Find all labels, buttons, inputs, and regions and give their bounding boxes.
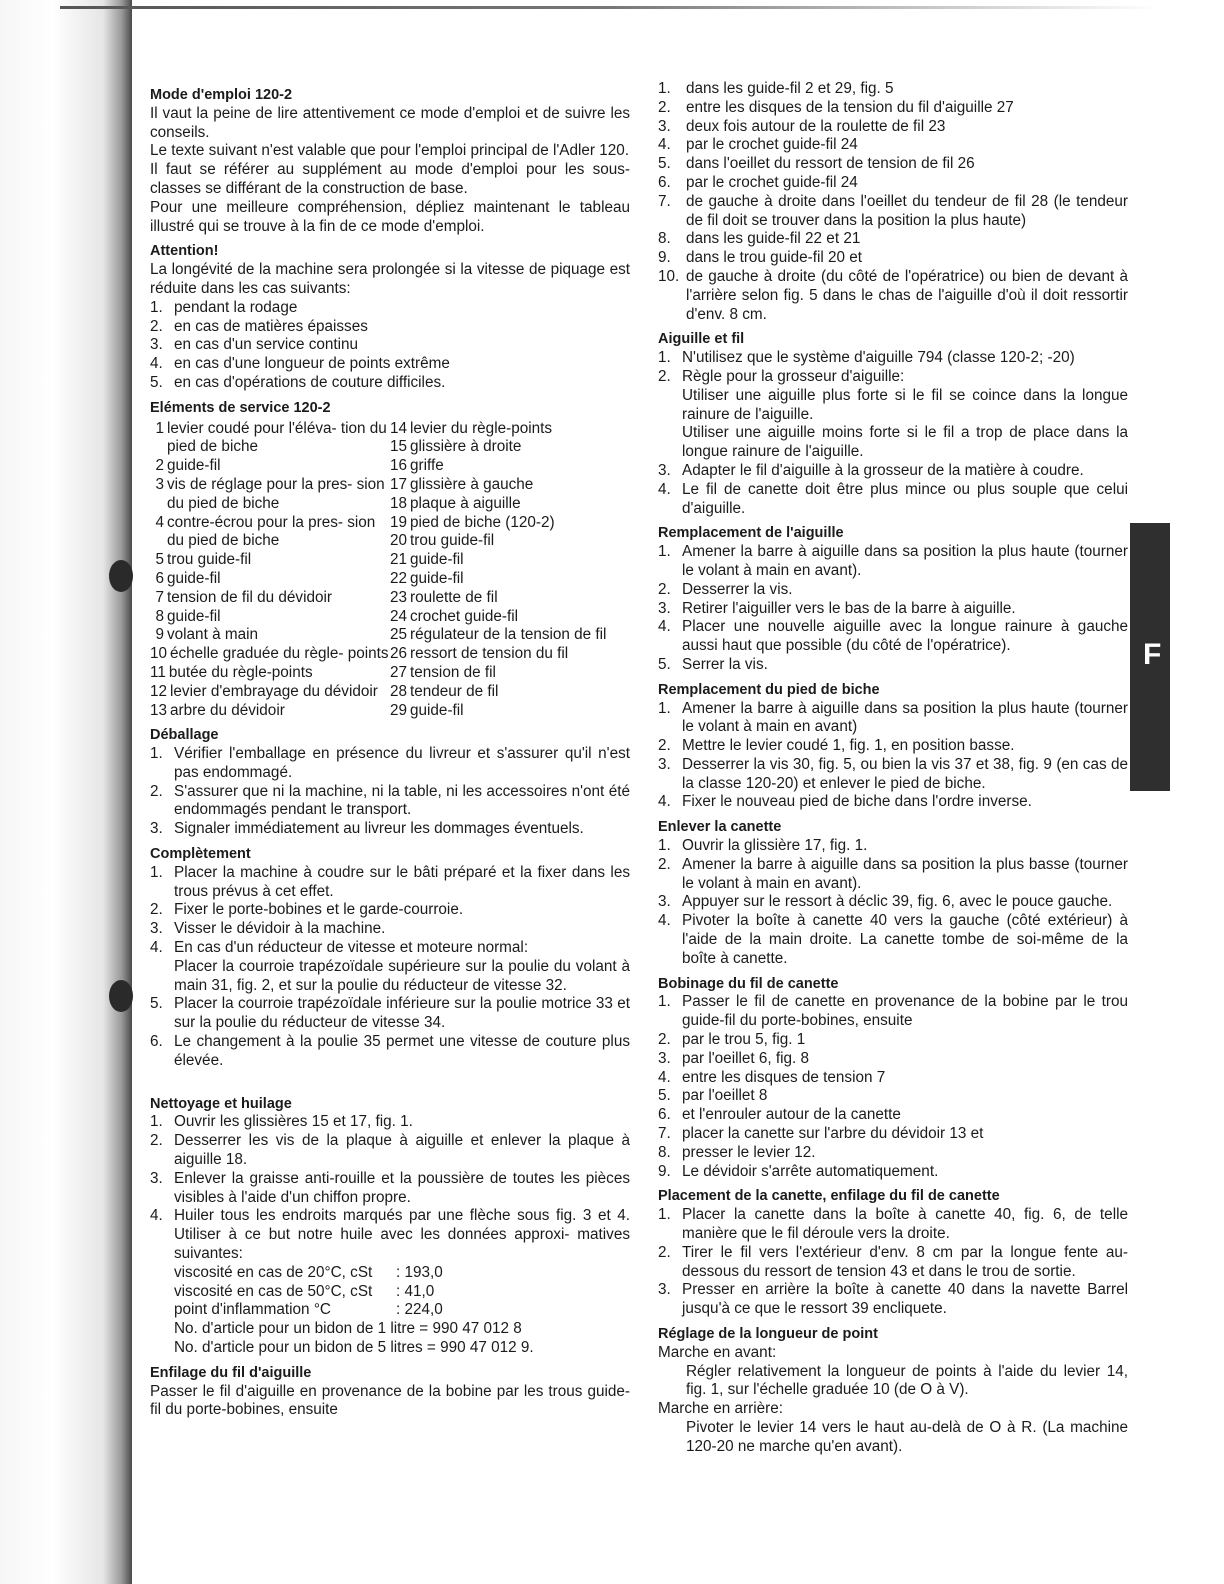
list-item: 2. en cas de matières épaisses [150, 317, 368, 335]
heading-attention: Attention! [150, 243, 219, 260]
punch-hole-lower [109, 980, 133, 1012]
heading-enfilage: Enfilage du fil d'aiguille [150, 1364, 312, 1381]
list-item: 10. de gauche à droite (du côté de l'opératrice) ou bien de devant à l'arrière selon fig. 5 dans le chas de l'aiguille d'où il doit ressortir d'env. 8 cm. [658, 267, 1128, 323]
list-item: 1. dans les guide-fil 2 et 29, fig. 5 [658, 80, 894, 97]
threading-list [658, 80, 1128, 324]
section-enfilage [150, 1364, 630, 1420]
enfilage-text: Passer le fil d'aiguille en provenance de la bobine par les trous guide-fil du porte-bobines, ensuite [150, 1382, 630, 1419]
section-aiguille-fil [658, 330, 1128, 518]
section-deballage [150, 726, 630, 839]
list-item: 3. Appuyer sur le ressort à déclic 39, fig. 6, avec le pouce gauche. [658, 893, 1113, 911]
section-completement [150, 845, 630, 1071]
legend-column-b [390, 420, 630, 721]
section-bobinage [658, 975, 1128, 1182]
attention-list [150, 299, 630, 393]
heading-remplacement-aiguille: Remplacement de l'aiguille [658, 525, 844, 542]
list-item: 5. dans l'oeillet du ressort de tension de fil 26 [658, 155, 975, 173]
section-attention [150, 242, 630, 392]
list-item: 4. Pivoter la boîte à canette 40 vers la gauche (côté extérieur) à l'aide de la main droite. La canette tombe de soi-même de la boîte à canette. [658, 912, 1128, 967]
list-item: 2. par le trou 5, fig. 1 [658, 1031, 806, 1049]
right-column [658, 80, 1128, 1457]
list-item: 2. Desserrer la vis. [658, 580, 793, 598]
list-item: 4. Huiler tous les endroits marqués par une flèche sous fig. 3 et 4. Utiliser à ce but notre huile avec les données approxi- matives suivantes: viscosité en cas de 20°C, cSt : 193,0 viscosité en cas de 50°C, cSt : 41,0 point d'inflammation °C : 224,0 No. d'article pour un bidon de 1 litre = 990 47 012 8 No. d'article pour un bidon de 5 litres = 990 47 012 9. [150, 1207, 630, 1356]
list-item: 5. Placer la courroie trapézoïdale inférieure sur la poulie motrice 33 et sur la poulie du réducteur de vitesse 34. [150, 995, 630, 1032]
list-item: 3. Visser le dévidoir à la machine. [150, 920, 386, 938]
spec-row: point d'inflammation °C : 224,0 [174, 1301, 443, 1319]
list-item: 3. Signaler immédiatement au livreur les dommages éventuels. [150, 820, 584, 838]
forward-label: Marche en avant: [658, 1343, 777, 1361]
list-item: 6. et l'enrouler autour de la canette [658, 1106, 901, 1124]
list-item: 5. en cas d'opérations de couture difficiles. [150, 373, 446, 391]
heading-elements-service: Eléments de service 120-2 [150, 399, 331, 416]
legend-entry: 14 levier du règle-points [390, 419, 553, 437]
list-item: 3. Adapter le fil d'aiguille à la grosseur de la matière à coudre. [658, 461, 1084, 479]
language-tab-letter: F [1143, 638, 1162, 671]
legend-entry: 25 régulateur de la tension de fil [390, 626, 607, 644]
intro-paragraph: Pour une meilleure compréhension, dépliez maintenant le tableau illustré qui se trouve à la fin de ce mode d'emploi. [150, 198, 630, 235]
intro-paragraph: Il faut se référer au supplément au mode d'emploi pour les sous-classes se différant de la construction de base. [150, 161, 630, 197]
legend-entry: 6 guide-fil [155, 569, 221, 587]
backward-text: Pivoter le levier 14 vers le haut au-delà de O à R. (La machine 120-20 ne marche qu'en avant). [686, 1418, 1128, 1455]
legend-entry: 17 glissière à gauche [390, 475, 534, 493]
article-number: No. d'article pour un bidon de 1 litre = 990 47 012 8 [174, 1320, 522, 1338]
intro-paragraph: Le texte suivant n'est valable que pour l'emploi principal de l'Adler 120. [150, 142, 630, 160]
section-mode-emploi [150, 86, 630, 236]
section-elements-service [150, 399, 630, 721]
heading-mode-emploi: Mode d'emploi 120-2 [150, 87, 293, 103]
heading-deballage: Déballage [150, 727, 219, 744]
list-item: 1. Ouvrir la glissière 17, fig. 1. [658, 837, 868, 855]
binding-edge [0, 0, 132, 1584]
list-item: 7. de gauche à droite dans l'oeillet du tendeur de fil 28 (le tendeur de fil doit se trouver dans la position la plus haute) [658, 192, 1128, 229]
list-item: 2. Desserrer les vis de la plaque à aiguille et enlever la plaque à aiguille 18. [150, 1132, 630, 1169]
punch-hole-upper [109, 560, 133, 592]
list-item: 4. Fixer le nouveau pied de biche dans l'ordre inverse. [658, 793, 1032, 811]
forward-text: Régler relativement la longueur de points à l'aide du levier 14, fig. 1, sur l'échelle graduée 10 (de O à V). [686, 1362, 1128, 1399]
legend-entry: 29 guide-fil [390, 701, 464, 719]
list-item: 9. dans le trou guide-fil 20 et [658, 249, 863, 267]
article-number: No. d'article pour un bidon de 5 litres = 990 47 012 9. [174, 1339, 534, 1356]
legend-entry: 19 pied de biche (120-2) [390, 513, 555, 531]
legend-entry: 22 guide-fil [390, 569, 464, 587]
legend-entry: 23 roulette de fil [390, 588, 498, 606]
top-rule [60, 6, 1160, 9]
list-item: 1. Passer le fil de canette en provenance de la bobine par le trou guide-fil du porte-bobines, ensuite [658, 993, 1128, 1030]
list-item: 4. Le fil de canette doit être plus mince ou plus souple que celui d'aiguille. [658, 480, 1128, 517]
spec-row: viscosité en cas de 50°C, cSt : 41,0 [174, 1282, 435, 1300]
heading-enlever-canette: Enlever la canette [658, 819, 782, 836]
list-item: 4. Placer une nouvelle aiguille avec la longue rainure à gauche aussi haut que possible (du côté de l'opératrice). [658, 618, 1128, 655]
list-item: 4. en cas d'une longueur de points extrême [150, 355, 450, 373]
list-item: 1. Amener la barre à aiguille dans sa position la plus haute (tourner le volant à main en avant) [658, 699, 1128, 736]
deballage-list [150, 745, 630, 839]
list-item: 1. Placer la canette dans la boîte à canette 40, fig. 6, de telle manière que le fil déroule vers la droite. [658, 1206, 1128, 1243]
list-item: 1. pendant la rodage [150, 298, 298, 316]
list-item: 1. Placer la machine à coudre sur le bâti préparé et la fixer dans les trous prévus à cet effet. [150, 863, 630, 900]
list-item: 3. Desserrer la vis 30, fig. 5, ou bien la vis 37 et 38, fig. 9 (en cas de la classe 120-20) et enlever le pied de biche. [658, 755, 1128, 792]
legend-entry: 21 guide-fil [390, 551, 464, 569]
list-item: 6. par le crochet guide-fil 24 [658, 173, 858, 191]
attention-intro: La longévité de la machine sera prolongée si la vitesse de piquage est réduite dans les cas suivants: [150, 261, 630, 297]
legend-entry: 7 tension de fil du dévidoir [155, 588, 332, 606]
legend-entry: 4 contre-écrou pour la pres- sion du pied de biche [155, 513, 376, 550]
heading-bobinage: Bobinage du fil de canette [658, 975, 839, 992]
legend-entry: 27 tension de fil [390, 663, 496, 681]
legend-entry: 18 plaque à aiguille [390, 494, 521, 512]
list-item: 2. Amener la barre à aiguille dans sa position la plus basse (tourner le volant à main en avant). [658, 855, 1128, 892]
list-item: 1. N'utilisez que le système d'aiguille 794 (classe 120-2; -20) [658, 349, 1075, 367]
list-item: 3. Retirer l'aiguiller vers le bas de la barre à aiguille. [658, 599, 1016, 617]
intro-paragraph: Il vaut la peine de lire attentivement ce mode d'emploi et de suivre les conseils. [150, 104, 630, 141]
list-item: 1. Vérifier l'emballage en présence du livreur et s'assurer qu'il n'est pas endommagé. [150, 745, 630, 781]
completement-list [150, 864, 630, 1071]
legend-entry: 16 griffe [390, 457, 444, 475]
legend-entry: 2 guide-fil [155, 457, 221, 475]
heading-nettoyage: Nettoyage et huilage [150, 1095, 292, 1112]
remplacement-aiguille-list [658, 543, 1128, 675]
list-item: 4. entre les disques de tension 7 [658, 1068, 886, 1086]
section-placement-canette [658, 1187, 1128, 1319]
heading-aiguille-fil: Aiguille et fil [658, 331, 745, 348]
legend-entry: 3 vis de réglage pour la pres- sion du pied de biche [155, 475, 385, 512]
section-enlever-canette [658, 818, 1128, 968]
left-column [150, 86, 630, 1420]
sub-paragraph: Utiliser une aiguille plus forte si le fil se coince dans la longue rainure de l'aiguille. [682, 386, 1128, 423]
nettoyage-list [150, 1113, 630, 1357]
enlever-list [658, 837, 1128, 969]
aiguille-list [658, 349, 1128, 518]
list-item: 2. Mettre le levier coudé 1, fig. 1, en position basse. [658, 737, 1015, 755]
list-item: 3. Presser en arrière la boîte à canette 40 dans la navette Barrel jusqu'à ce que le ressort 39 encliquete. [658, 1281, 1128, 1318]
backward-label: Marche en arrière: [658, 1400, 783, 1418]
legend-entry: 12 levier d'embrayage du dévidoir [150, 682, 378, 700]
legend-entry: 8 guide-fil [155, 607, 221, 625]
section-remplacement-pied [658, 681, 1128, 813]
list-item: 2. Fixer le porte-bobines et le garde-courroie. [150, 901, 464, 919]
list-item: 1. Ouvrir les glissières 15 et 17, fig. 1. [150, 1113, 413, 1131]
list-item: 2. Règle pour la grosseur d'aiguille: Utiliser une aiguille plus forte si le fil se coince dans la longue rainure de l'aiguille. Utiliser une aiguille moins forte si le fil a trop de place dans la longue rainure de l'aiguille. [658, 367, 1128, 461]
legend-entry: 1 levier coudé pour l'éléva- tion du pied de biche [155, 419, 387, 456]
legend-entry: 11 butée du règle-points [150, 663, 313, 681]
remplacement-pied-list [658, 700, 1128, 813]
list-item: 3. deux fois autour de la roulette de fil 23 [658, 117, 946, 135]
list-item: 3. en cas d'un service continu [150, 336, 359, 354]
sub-paragraph: Placer la courroie trapézoïdale supérieure sur la poulie du volant à main 31, fig. 2, et sur la poulie du réducteur de vitesse 32. [174, 957, 630, 994]
list-item: 2. Tirer le fil vers l'extérieur d'env. 8 cm par la longue fente au-dessous du ressort de tension 43 et dans le trou de sortie. [658, 1243, 1128, 1280]
legend-column-a [150, 420, 390, 721]
section-reglage [658, 1325, 1128, 1457]
list-item: 2. S'assurer que ni la machine, ni la table, ni les accessoires n'ont été endommagés pendant le transport. [150, 782, 630, 819]
list-item: 6. Le changement à la poulie 35 permet une vitesse de couture plus élevée. [150, 1033, 630, 1069]
list-item: 8. dans les guide-fil 22 et 21 [658, 230, 861, 248]
list-item: 5. Serrer la vis. [658, 655, 768, 673]
heading-reglage: Réglage de la longueur de point [658, 1326, 878, 1342]
sub-paragraph: Utiliser une aiguille moins forte si le fil a trop de place dans la longue rainure de l'aiguille. [682, 424, 1128, 461]
list-item: 4. En cas d'un réducteur de vitesse et moteure normal: Placer la courroie trapézoïdale supérieure sur la poulie du volant à main 31, fig. 2, et sur la poulie du réducteur de vitesse 32. [150, 939, 630, 994]
list-item: 2. entre les disques de la tension du fil d'aiguille 27 [658, 98, 1014, 116]
list-item: 8. presser le levier 12. [658, 1143, 816, 1161]
list-item: 7. placer la canette sur l'arbre du dévidoir 13 et [658, 1125, 984, 1143]
section-nettoyage [150, 1095, 630, 1358]
legend-entry: 28 tendeur de fil [390, 682, 499, 700]
heading-placement-canette: Placement de la canette, enfilage du fil de canette [658, 1188, 1000, 1205]
list-item: 9. Le dévidoir s'arrête automatiquement. [658, 1162, 939, 1180]
legend-entry: 24 crochet guide-fil [390, 607, 518, 625]
legend-entry: 13 arbre du dévidoir [150, 701, 285, 719]
heading-remplacement-pied: Remplacement du pied de biche [658, 681, 880, 698]
parts-legend [150, 420, 630, 721]
placement-list [658, 1206, 1128, 1319]
list-item: 1. Amener la barre à aiguille dans sa position la plus haute (tourner le volant à main en avant). [658, 543, 1128, 579]
legend-entry: 15 glissière à droite [390, 438, 522, 456]
legend-entry: 20 trou guide-fil [390, 532, 495, 550]
legend-entry: 9 volant à main [155, 626, 258, 644]
heading-completement: Complètement [150, 846, 251, 863]
legend-entry: 26 ressort de tension du fil [390, 645, 569, 663]
list-item: 3. par l'oeillet 6, fig. 8 [658, 1049, 810, 1067]
section-remplacement-aiguille [658, 524, 1128, 674]
list-item: 4. par le crochet guide-fil 24 [658, 136, 858, 154]
legend-entry: 10 échelle graduée du règle- points [150, 645, 389, 663]
spacer [150, 1071, 630, 1089]
spec-row: viscosité en cas de 20°C, cSt : 193,0 [174, 1263, 443, 1281]
list-item: 5. par l'oeillet 8 [658, 1087, 768, 1105]
bobinage-list [658, 993, 1128, 1181]
oil-specs [174, 1264, 630, 1358]
list-item: 3. Enlever la graisse anti-rouille et la poussière de toutes les pièces visibles à l'aide d'un chiffon propre. [150, 1169, 630, 1206]
legend-entry: 5 trou guide-fil [155, 551, 252, 569]
